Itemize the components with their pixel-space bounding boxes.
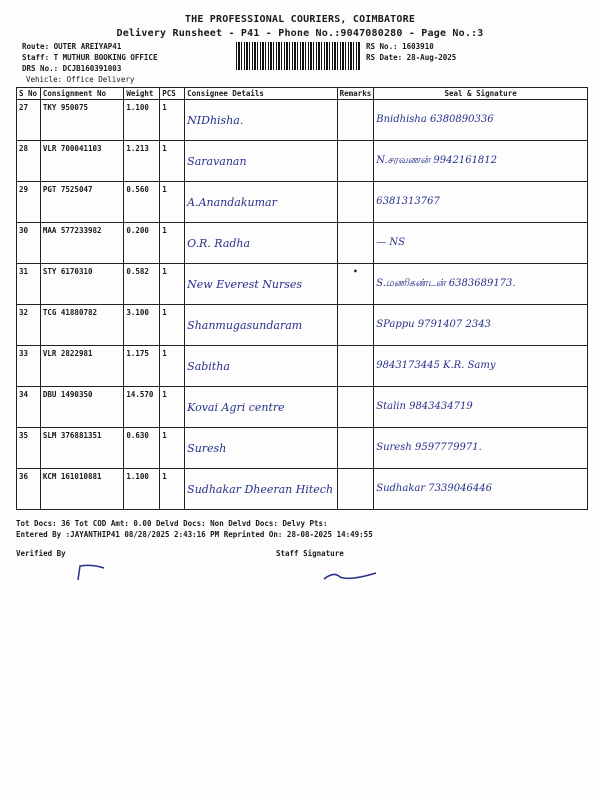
col-header-remarks: Remarks: [337, 88, 374, 100]
cell-weight: 14.570: [124, 387, 160, 428]
table-row: [17, 469, 588, 510]
cell-consignee: Saravanan: [185, 141, 337, 182]
table-row: [17, 305, 588, 346]
entered-by-line: Entered By :JAYANTHIP41 08/28/2025 2:43:16 PM Reprinted On: 28-08-2025 14:49:55: [16, 530, 373, 539]
runsheet-table: [16, 87, 588, 510]
route-label: Route: OUTER AREIYAP41: [22, 42, 122, 51]
cell-weight: 3.100: [124, 305, 160, 346]
cell-remarks: [337, 141, 374, 182]
cell-signature: Stalin 9843434719: [374, 387, 588, 428]
cell-pcs: 1: [160, 100, 185, 141]
cell-sno: 33: [17, 346, 41, 387]
cell-sno: 34: [17, 387, 41, 428]
vehicle-label: Vehicle: Office Delivery: [26, 75, 135, 84]
cell-pcs: 1: [160, 182, 185, 223]
cell-consignee: Sudhakar Dheeran Hitech: [185, 469, 337, 510]
cell-pcs: 1: [160, 387, 185, 428]
cell-consignment-no: DBU 1490350: [40, 387, 124, 428]
cell-sno: 31: [17, 264, 41, 305]
cell-weight: 1.100: [124, 100, 160, 141]
cell-consignee: NIDhisha.: [185, 100, 337, 141]
cell-weight: 0.582: [124, 264, 160, 305]
cell-signature: 6381313767: [374, 182, 588, 223]
cell-consignee: Kovai Agri centre: [185, 387, 337, 428]
cell-remarks: [337, 387, 374, 428]
cell-consignee: A.Anandakumar: [185, 182, 337, 223]
table-row: [17, 387, 588, 428]
cell-weight: 0.630: [124, 428, 160, 469]
cell-sno: 35: [17, 428, 41, 469]
cell-signature: SPappu 9791407 2343: [374, 305, 588, 346]
rs-date-label: RS Date: 28-Aug-2025: [366, 53, 457, 62]
cell-signature: Suresh 9597779971.: [374, 428, 588, 469]
cell-consignment-no: KCM 161010881: [40, 469, 124, 510]
col-header-consignee: Consignee Details: [185, 88, 337, 100]
cell-sno: 32: [17, 305, 41, 346]
cell-consignment-no: TKY 950075: [40, 100, 124, 141]
cell-sno: 30: [17, 223, 41, 264]
verified-by-label: Verified By: [16, 549, 66, 558]
cell-sno: 29: [17, 182, 41, 223]
table-row: [17, 428, 588, 469]
cell-sno: 28: [17, 141, 41, 182]
cell-pcs: 1: [160, 428, 185, 469]
cell-pcs: 1: [160, 305, 185, 346]
cell-pcs: 1: [160, 469, 185, 510]
cell-weight: 1.213: [124, 141, 160, 182]
col-header-consignment: Consignment No: [40, 88, 124, 100]
table-header-row: [17, 88, 588, 100]
cell-consignee: O.R. Radha: [185, 223, 337, 264]
cell-signature: — NS: [374, 223, 588, 264]
cell-consignment-no: VLR 2822981: [40, 346, 124, 387]
cell-signature: Sudhakar 7339046446: [374, 469, 588, 510]
cell-pcs: 1: [160, 264, 185, 305]
cell-consignee: Shanmugasundaram: [185, 305, 337, 346]
cell-consignment-no: MAA 577233982: [40, 223, 124, 264]
cell-remarks: [337, 469, 374, 510]
cell-consignment-no: TCG 41880782: [40, 305, 124, 346]
cell-consignee: Sabitha: [185, 346, 337, 387]
cell-sno: 36: [17, 469, 41, 510]
rs-no-label: RS No.: 1603910: [366, 42, 434, 51]
table-row: [17, 346, 588, 387]
totals-line: Tot Docs: 36 Tot COD Amt: 0.00 Delvd Docs: Non Delvd Docs: Delvy Pts:: [16, 519, 328, 528]
cell-signature: Bnidhisha 6380890336: [374, 100, 588, 141]
cell-pcs: 1: [160, 346, 185, 387]
verified-signature-mark: [70, 560, 110, 584]
cell-signature: 9843173445 K.R. Samy: [374, 346, 588, 387]
cell-remarks: [337, 100, 374, 141]
table-row: [17, 223, 588, 264]
table-row: [17, 264, 588, 305]
cell-consignment-no: STY 6170310: [40, 264, 124, 305]
cell-remarks: [337, 305, 374, 346]
cell-weight: 0.560: [124, 182, 160, 223]
runsheet-title: Delivery Runsheet - P41 - Phone No.:9047080280 - Page No.:3: [116, 28, 484, 39]
cell-consignment-no: SLM 376881351: [40, 428, 124, 469]
cell-remarks: [337, 223, 374, 264]
cell-consignee: New Everest Nurses: [185, 264, 337, 305]
table-row: [17, 182, 588, 223]
cell-weight: 1.100: [124, 469, 160, 510]
cell-weight: 0.200: [124, 223, 160, 264]
staff-signature-mark: [320, 565, 380, 585]
col-header-signature: Seal & Signature: [374, 88, 588, 100]
cell-consignment-no: VLR 700041103: [40, 141, 124, 182]
col-header-pcs: PCS: [160, 88, 185, 100]
cell-consignee: Suresh: [185, 428, 337, 469]
cell-consignment-no: PGT 7525047: [40, 182, 124, 223]
cell-remarks: [337, 346, 374, 387]
table-row: [17, 100, 588, 141]
cell-signature: N.சரவணன் 9942161812: [374, 141, 588, 182]
staff-label: Staff: T MUTHUR BOOKING OFFICE: [22, 53, 158, 62]
staff-signature-label: Staff Signature: [276, 549, 344, 558]
col-header-sno: S No: [17, 88, 41, 100]
barcode-image: [236, 42, 361, 70]
cell-remarks: [337, 428, 374, 469]
table-row: [17, 141, 588, 182]
cell-remarks: [337, 182, 374, 223]
col-header-weight: Weight: [124, 88, 160, 100]
cell-pcs: 1: [160, 223, 185, 264]
drs-no-label: DRS No.: DCJB160391003: [22, 64, 122, 73]
cell-pcs: 1: [160, 141, 185, 182]
cell-weight: 1.175: [124, 346, 160, 387]
cell-sno: 27: [17, 100, 41, 141]
company-title: THE PROFESSIONAL COURIERS, COIMBATORE: [184, 14, 416, 25]
cell-signature: S.மணிகண்டன் 6383689173.: [374, 264, 588, 305]
cell-remarks: •: [337, 264, 374, 305]
